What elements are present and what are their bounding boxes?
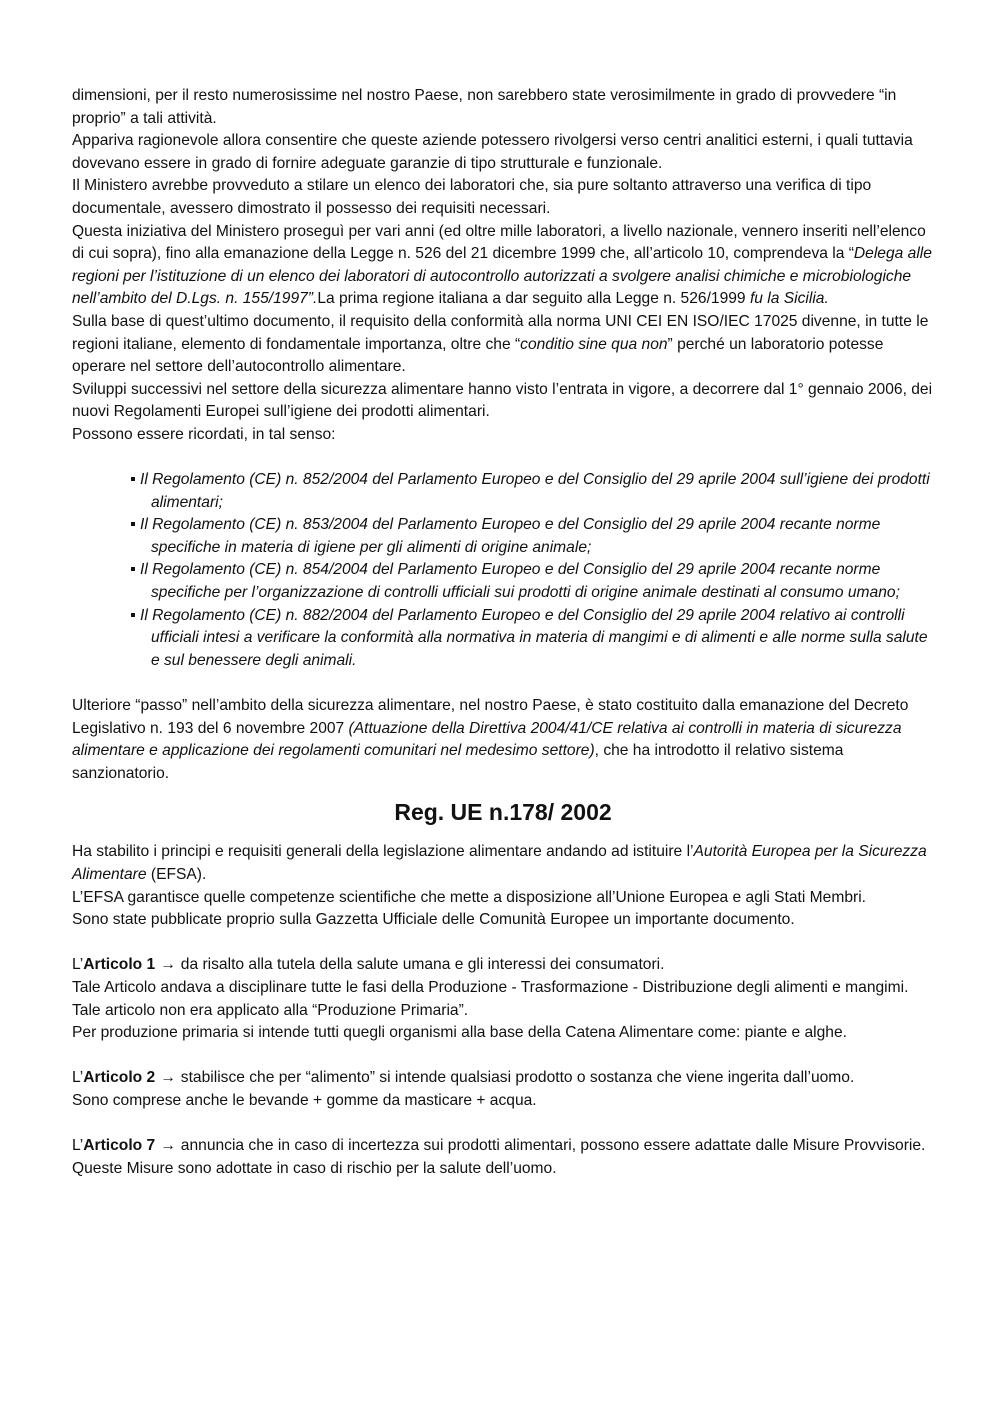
list-item [124, 559, 934, 604]
regolamento-882: Il Regolamento (CE) n. 882/2004 del Parlamento Europeo e del Consiglio del 29 aprile 2004 relativo ai controlli ufficiali intesi a verificare la conformità alla normativa in materia di mangimi e di alimenti e alle norme sulla salute e sul benessere degli animali. [140, 606, 928, 669]
spacer [72, 672, 934, 695]
regolamento-853: Il Regolamento (CE) n. 853/2004 del Parlamento Europeo e del Consiglio del 29 aprile 2004 recante norme specifiche in materia di igiene per gli alimenti di origine animale; [140, 516, 881, 556]
square-bullet-icon [131, 613, 135, 617]
articolo-7-text: annuncia che in caso di incertezza sui prodotti alimentari, possono essere adattate dalle Misure Provvisorie. Queste Misure sono adottate in caso di rischio per la salute dell’uomo. [72, 1137, 926, 1177]
iso-text-a: Sulla base di quest’ultimo documento, il requisito della conformità alla norma UNI CEI EN ISO/IEC 17025 divenne, in tutte le regioni italiane, elemento di fondamentale importanza, oltre che “ [72, 312, 929, 353]
spacer [72, 932, 934, 955]
articolo-7-prefix: L’ [72, 1137, 84, 1155]
iso-paragraph [72, 311, 934, 379]
square-bullet-icon [131, 522, 135, 526]
articolo-1-paragraph [72, 954, 934, 977]
articolo-7-paragraph [72, 1135, 934, 1180]
legge-526-paragraph [72, 221, 934, 311]
stabilito-autorita: Autorità Europea per la Sicurezza Alimentare [72, 843, 927, 883]
legge-sicilia: fu la Sicilia. [749, 290, 829, 308]
ricordati-paragraph: Possono essere ricordati, in tal senso: [72, 425, 336, 443]
regolamento-852: Il Regolamento (CE) n. 852/2004 del Parlamento Europeo e del Consiglio del 29 aprile 2004 sull’igiene dei prodotti alimentari; [140, 471, 930, 511]
stabilito-text-c: (EFSA). [146, 866, 207, 883]
articolo-1-line-2: Per produzione primaria si intende tutti quegli organismi alla base della Catena Alimentare come: piante e alghe. [72, 1024, 847, 1042]
articolo-7-label: Articolo 7 [83, 1137, 156, 1155]
intro-paragraph-3: Il Ministero avrebbe provveduto a stilare un elenco dei laboratori che, sia pure soltanto attraverso una verifica di tipo documentale, avessero dimostrato il possesso dei requisiti necessari. [72, 177, 872, 217]
square-bullet-icon [131, 477, 135, 481]
arrow-right-icon: → [160, 1137, 176, 1155]
list-item [124, 605, 934, 673]
document-page [72, 85, 934, 1180]
articolo-1-text: da risalto alla tutela della salute umana e gli interessi dei consumatori. [180, 956, 665, 974]
articolo-1-prefix: L’ [72, 956, 84, 974]
stabilito-paragraph [72, 841, 934, 886]
legge-text-a: Questa iniziativa del Ministero proseguì per vari anni (ed oltre mille laboratori, a livello nazionale, vennero inseriti nell’elenco di cui sopra), fino alla emanazione della Legge n. 526 del 21 dicembre 1999 che, all’articolo 10, comprendeva la “ [72, 222, 926, 263]
sviluppi-paragraph: Sviluppi successivi nel settore della sicurezza alimentare hanno visto l’entrata in vigore, a decorrere dal 1° gennaio 2006, dei nuovi Regolamenti Europei sull’igiene dei prodotti alimentari. [72, 380, 933, 421]
legge-delega-quote: Delega alle regioni per l’istituzione di un elenco dei laboratori di autocontrollo autorizzati a svolgere analisi chimiche e microbiologiche nell’ambito del D.Lgs. n. 155/1997”. [72, 245, 932, 308]
articolo-2-line-1: Sono comprese anche le bevande + gomme da masticare + acqua. [72, 1091, 537, 1109]
square-bullet-icon [131, 567, 135, 571]
articolo-2-label: Articolo 2 [83, 1069, 156, 1087]
iso-conditio: conditio sine qua non [520, 335, 668, 353]
spacer [72, 1113, 934, 1136]
regolamento-854: Il Regolamento (CE) n. 854/2004 del Parlamento Europeo e del Consiglio del 29 aprile 2004 recante norme specifiche per l’organizzazione di controlli ufficiali sui prodotti di origine animale destinati al consumo umano; [140, 561, 900, 602]
ulteriore-paragraph [72, 695, 934, 785]
spacer [72, 1045, 934, 1068]
iso-text-c: ” perché un laboratorio potesse operare nel settore dell’autocontrollo alimentare. [72, 335, 884, 376]
section-title: Reg. UE n.178/ 2002 [394, 799, 612, 826]
stabilito-text-a: Ha stabilito i principi e requisiti generali della legislazione alimentare andando ad istituire l’ [72, 843, 694, 861]
legge-text-c: La prima regione italiana a dar seguito alla Legge n. 526/1999 [317, 290, 750, 308]
articolo-2-paragraph [72, 1067, 934, 1090]
arrow-right-icon: → [160, 956, 176, 974]
ulteriore-text-c: , che ha introdotto il relativo sistema sanzionatorio. [72, 742, 844, 782]
gazzetta-paragraph: Sono state pubblicate proprio sulla Gazzetta Ufficiale delle Comunità Europee un importante documento. [72, 911, 795, 929]
efsa-paragraph: L’EFSA garantisce quelle competenze scientifiche che mette a disposizione all’Unione Europea e agli Stati Membri. [72, 888, 866, 906]
articolo-2-text: stabilisce che per “alimento” si intende qualsiasi prodotto o sostanza che viene ingerita dall’uomo. [180, 1069, 855, 1087]
articolo-1-label: Articolo 1 [83, 956, 156, 974]
spacer [72, 447, 934, 470]
articolo-2-prefix: L’ [72, 1069, 84, 1087]
regolamenti-list [72, 469, 934, 672]
list-item [124, 514, 934, 559]
intro-paragraph-1: dimensioni, per il resto numerosissime nel nostro Paese, non sarebbero state verosimilmente in grado di provvedere “in proprio” a tali attività. [72, 87, 897, 127]
arrow-right-icon: → [160, 1069, 176, 1087]
intro-paragraph-2: Appariva ragionevole allora consentire che queste aziende potessero rivolgersi verso centri analitici esterni, i quali tuttavia dovevano essere in grado di fornire adeguate garanzie di tipo strutturale e funzionale. [72, 132, 913, 172]
ulteriore-text-a: Ulteriore “passo” nell’ambito della sicurezza alimentare, nel nostro Paese, è stato costituito dalla emanazione del Decreto Legislativo n. 193 del 6 novembre 2007 [72, 697, 909, 737]
ulteriore-attuazione: (Attuazione della Direttiva 2004/41/CE relativa ai controlli in materia di sicurezza alimentare e applicazione dei regolamenti comunitari nel medesimo settore) [72, 719, 902, 760]
articolo-1-line-1: Tale Articolo andava a disciplinare tutte le fasi della Produzione - Trasformazione - Distribuzione degli alimenti e mangimi. Tale articolo non era applicato alla “Produzione Primaria”. [72, 978, 909, 1019]
list-item [124, 469, 934, 514]
